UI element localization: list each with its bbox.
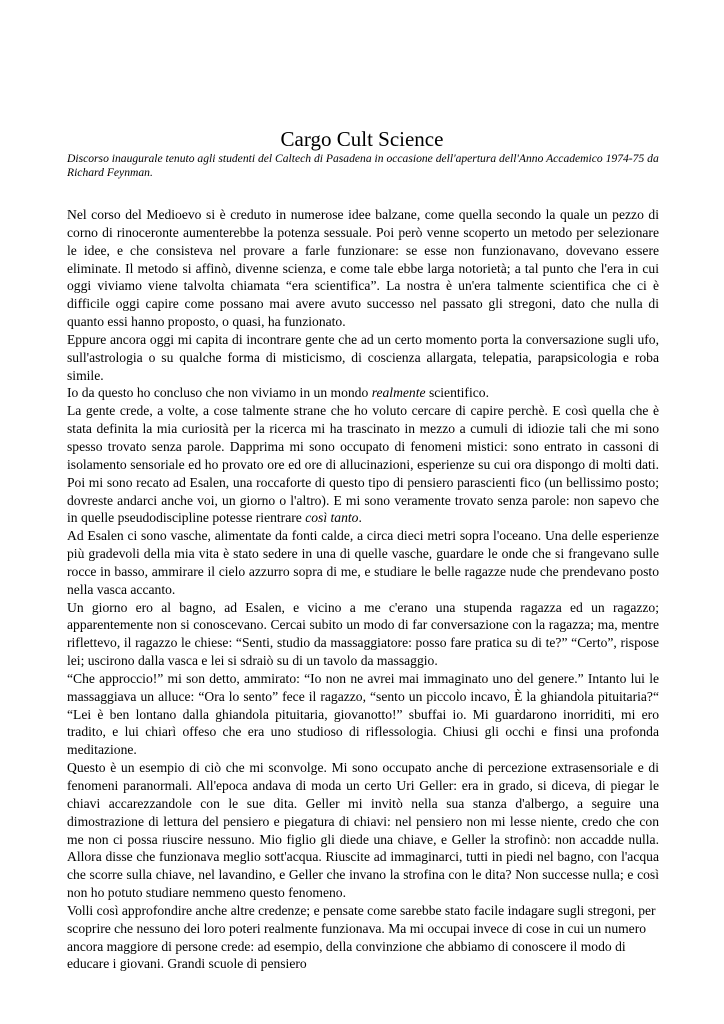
page-subtitle: Discorso inaugurale tenuto agli studenti del Caltech di Pasadena in occasione dell'apertura dell'Anno Accademico 1974-75 da Richard Feynman. bbox=[67, 152, 659, 179]
paragraph-text: scientifico. bbox=[425, 385, 489, 401]
paragraph: Questo è un esempio di ciò che mi sconvolge. Mi sono occupato anche di percezione extrasensoriale e di fenomeni paranormali. All'epoca andava di moda un certo Uri Geller: era in grado, si diceva, di piegar le chiavi accarezzandole con le sue dita. Geller mi invitò nella sua stanza d'albergo, a seguire una dimostrazione di lettura del pensiero e piegatura di chiavi: nel pensiero non mi lesse niente, credo che con me non ci possa riuscire nessuno. Mio figlio gli diede una chiave, e Geller la strofinò: non accadde nulla. Allora disse che funzionava meglio sott'acqua. Riuscite ad immaginarci, tutti in piedi nel bagno, con l'acqua che scorre sulla chiave, nel lavandino, e Geller che invano la strofina con le dita? Non successe nulla; e così non ho potuto studiare nemmeno questo fenomeno. bbox=[67, 760, 659, 901]
emphasis-text: realmente bbox=[371, 385, 426, 401]
page-title: Cargo Cult Science bbox=[280, 127, 444, 151]
emphasis-text: così tanto bbox=[305, 510, 359, 526]
paragraph bbox=[67, 384, 659, 402]
body-text bbox=[67, 206, 659, 973]
paragraph-text: La gente crede, a volte, a cose talmente strane che ho voluto cercare di capire perchè. E così quella che è stata definita la mia curiosità per la ricerca mi ha trascinato in mezzo a cumuli di idiozie tali che mi sono spesso trovato senza parole. Dapprima mi sono occupato di fenomeni mistici: sono entrato in cassoni di isolamento sensoriale ed ho provato ore ed ore di allucinazioni, esperienze su cui ora dispongo di molti dati. Poi mi sono recato ad Esalen, una roccaforte di questo tipo di pensiero parascienti fico (un bellissimo posto; dovreste andarci anche voi, un giorno o l'altro). E mi sono veramente trovato senza parole: non sapevo che in quelle pseudodiscipline potesse rientrare bbox=[67, 403, 659, 526]
paragraph-text: . bbox=[358, 510, 362, 526]
paragraph: “Che approccio!” mi son detto, ammirato: “Io non ne avrei mai immaginato uno del genere.” Intanto lui le massaggiava un alluce: “Ora lo sento” fece il ragazzo, “sento un piccolo incavo, È la ghiandola pituitaria?“ “Lei è ben lontano dalla ghiandola pituitaria, giovanotto!” sbuffai io. Mi guardarono inorriditi, mi ero tradito, e lui chiarì offeso che era uno studioso di riflessologia. Chiusi gli occhi e finsi una profonda meditazione. bbox=[67, 670, 659, 758]
paragraph: Nel corso del Medioevo si è creduto in numerose idee balzane, come quella secondo la quale un pezzo di corno di rinoceronte aumenterebbe la potenza sessuale. Poi però venne scoperto un metodo per selezionare le idee, e che consisteva nel provare a farle funzionare: se esse non funzionavano, dovevano essere eliminate. Il metodo si affinò, divenne scienza, e come tale ebbe larga notorietà; a tal punto che l'era in cui oggi viviamo viene talvolta chiamata “era scientifica”. La nostra è un'era talmente scientifica che ci è difficile oggi capire come possano mai avere avuto successo nel passato gli stregoni, dato che nulla di quanto essi hanno proposto, o quasi, ha funzionato. bbox=[67, 207, 659, 330]
paragraph: Ad Esalen ci sono vasche, alimentate da fonti calde, a circa dieci metri sopra l'oceano. Una delle esperienze più gradevoli della mia vita è stato sedere in una di quelle vasche, guardare le onde che si frangevano sulle rocce in basso, ammirare il cielo azzurro sopra di me, e studiare le belle ragazze nude che prendevano posto nella vasca accanto. bbox=[67, 528, 659, 597]
paragraph: Un giorno ero al bagno, ad Esalen, e vicino a me c'erano una stupenda ragazza ed un ragazzo; apparentemente non si conoscevano. Cercai subito un modo di far conversazione con la ragazza; ma, mentre riflettevo, il ragazzo le chiese: “Senti, studio da massaggiatore: posso fare pratica su di te?” “Certo”, rispose lei; uscirono dalla vasca e lei si sdraiò su di un tavolo da massaggio. bbox=[67, 599, 659, 669]
paragraph: Eppure ancora oggi mi capita di incontrare gente che ad un certo momento porta la conversazione sugli ufo, sull'astrologia o su qualche forma di misticismo, di coscienza allargata, telepatia, parapsicologia e roba simile. bbox=[67, 331, 659, 383]
paragraph bbox=[67, 402, 659, 527]
paragraph-text: Io da questo ho concluso che non viviamo in un mondo bbox=[67, 385, 372, 401]
paragraph: Volli così approfondire anche altre credenze; e pensate come sarebbe stato facile indagare sugli stregoni, per scoprire che nessuno dei loro poteri realmente funzionava. Ma mi occupai invece di cose in cui un numero ancora maggiore di persone crede: ad esempio, della convinzione che abbiamo di conoscere il modo di educare i giovani. Grandi scuole di pensiero bbox=[67, 902, 656, 972]
